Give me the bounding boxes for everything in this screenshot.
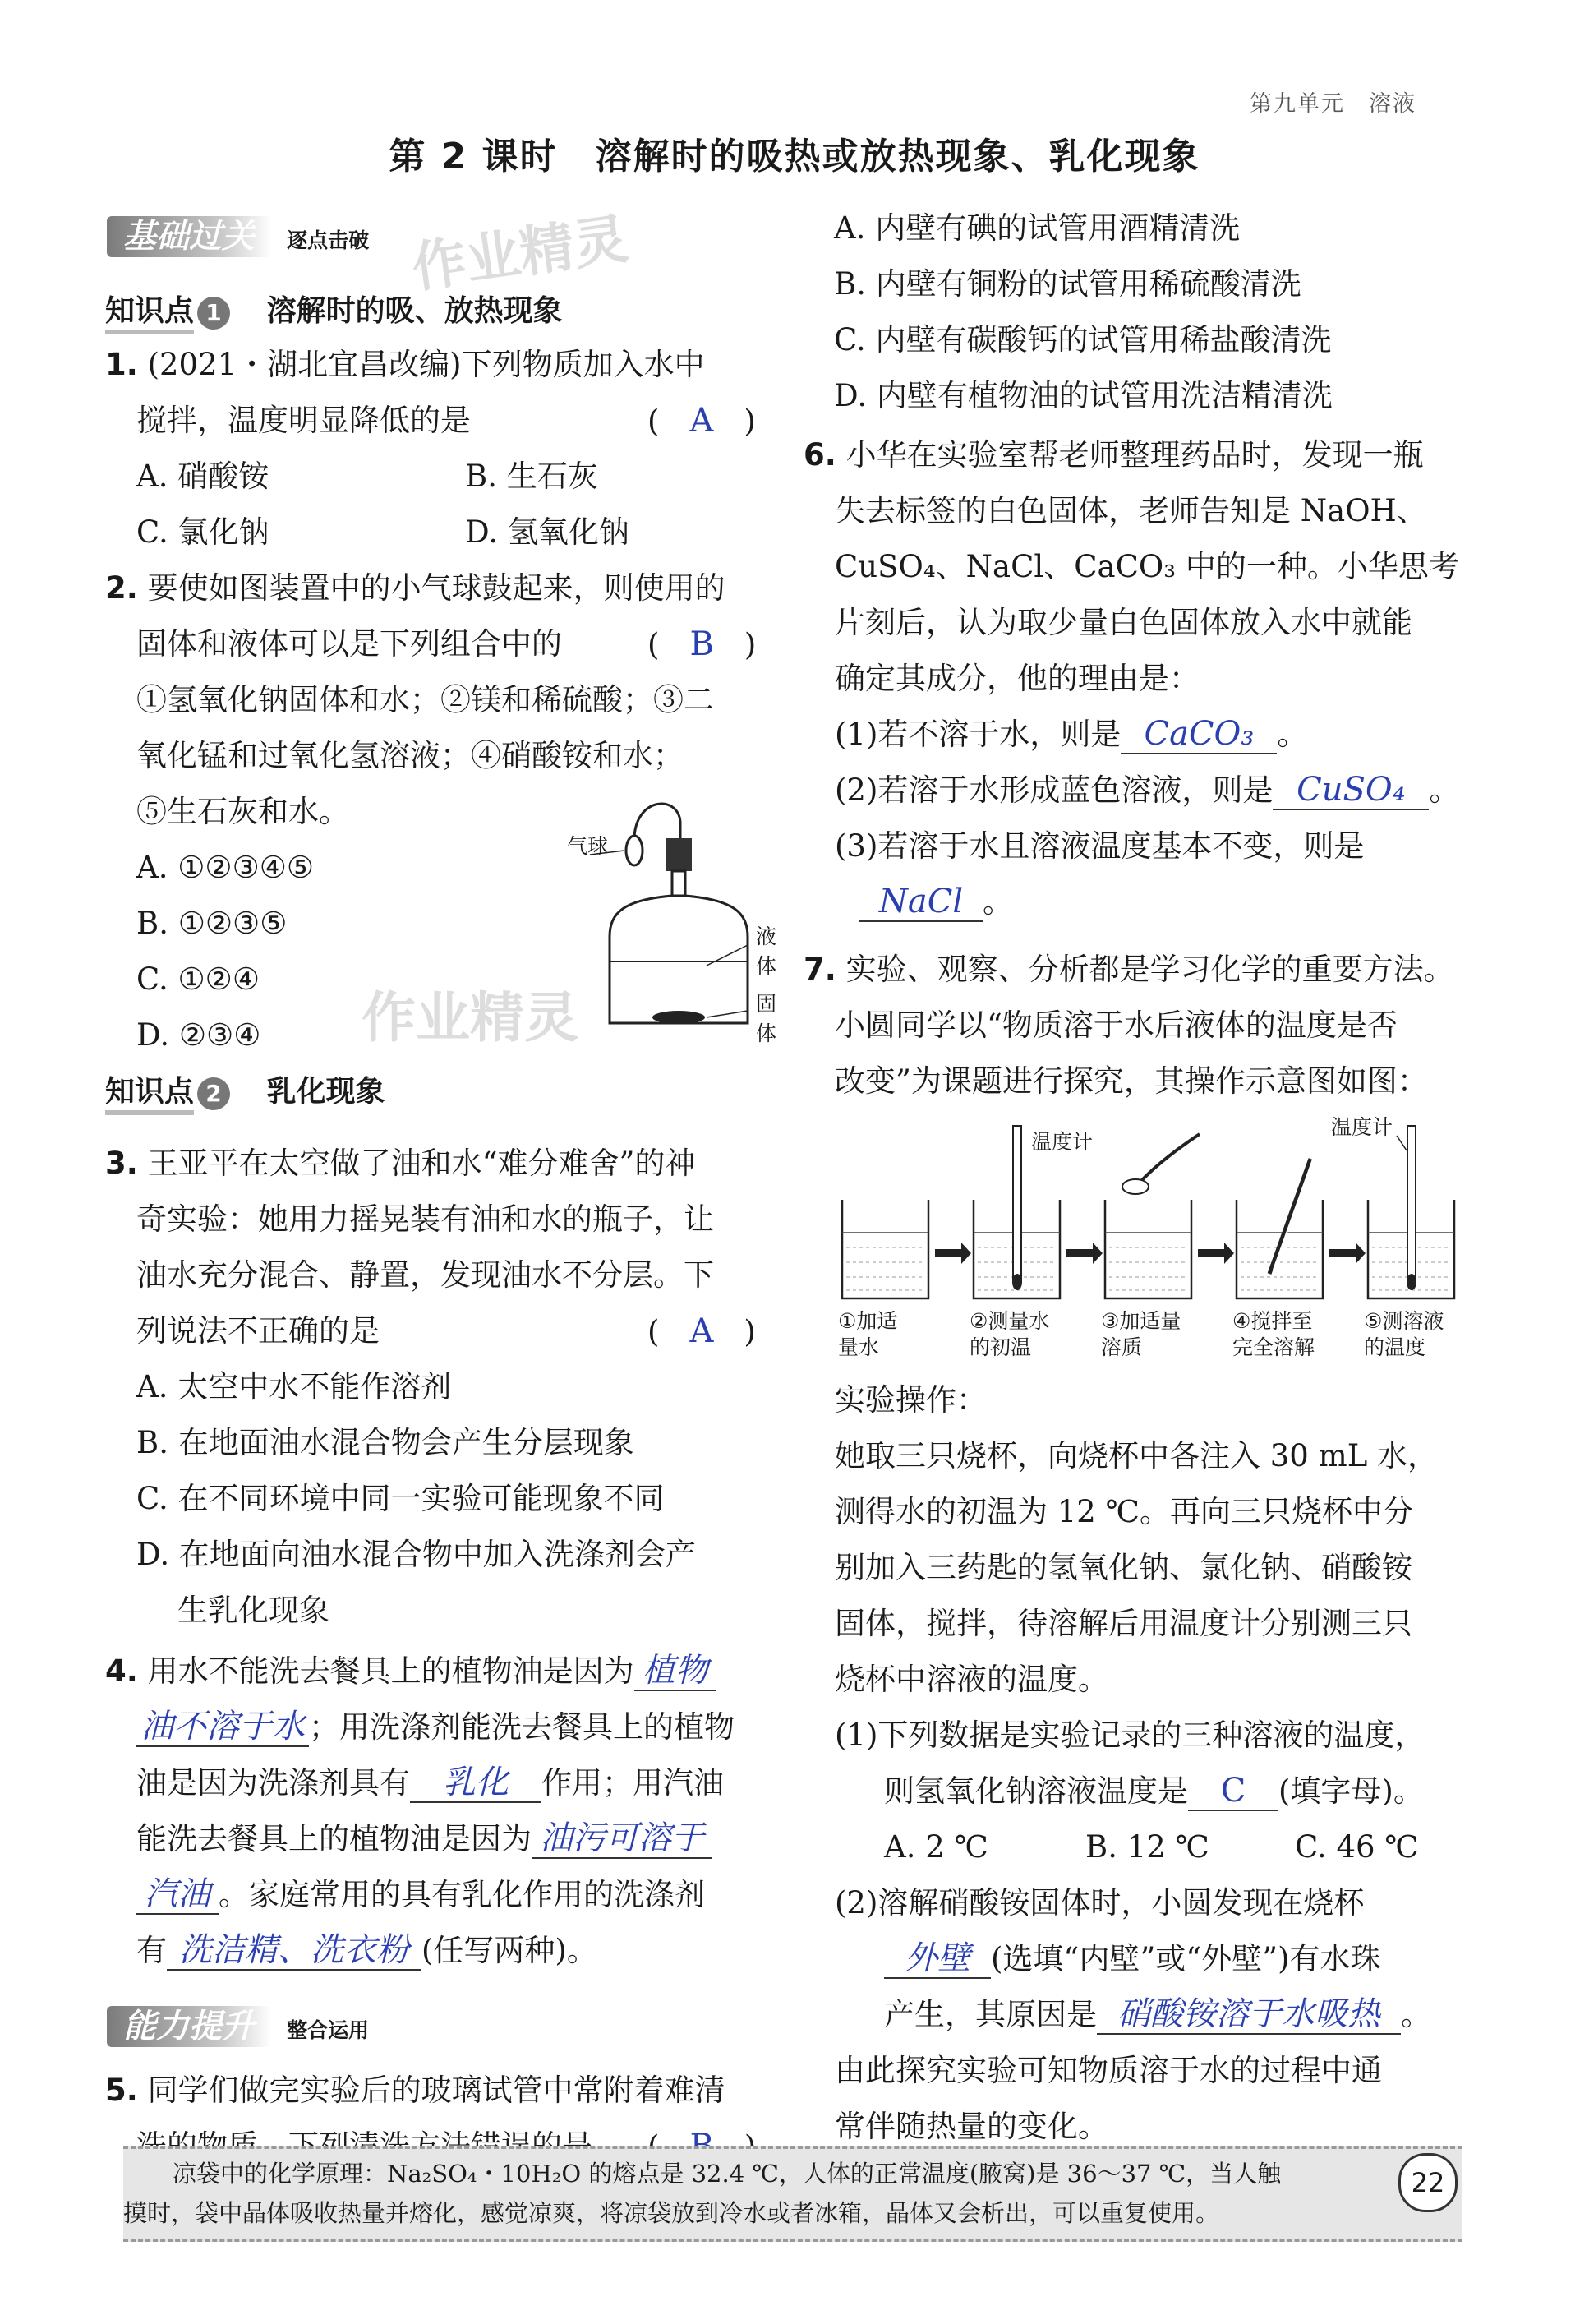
thermometer-label-1: 温度计 [1031, 1130, 1094, 1154]
question-7 [804, 942, 1477, 1109]
sub-q2: (2)溶解硝酸铵固体时，小圆发现在烧杯 [835, 1885, 1365, 1921]
q-text: 产生，其原因是 [884, 1997, 1097, 2032]
section-ability-sub: 整合运用 [287, 2018, 370, 2042]
question-5-options [834, 201, 1475, 424]
answer-blank-3: NaCl [859, 883, 983, 922]
thermometer-label-2: 温度计 [1331, 1115, 1393, 1139]
q-text: 小圆同学以“物质溶于水后液体的温度是否 [835, 1008, 1398, 1043]
option-c: C. ①②④ [136, 961, 260, 997]
answer-blank-3a: 油污可溶于 [532, 1819, 712, 1859]
section-ability-label: 能力提升 [107, 2006, 271, 2047]
flask-diagram [542, 789, 781, 1035]
page-number: 22 [1398, 2153, 1458, 2212]
answer-bracket: ( B ) [647, 625, 757, 663]
q-num: 2. [105, 570, 138, 606]
option-d-cont: 生乳化现象 [177, 1593, 329, 1628]
answer: A [689, 402, 714, 440]
question-1 [105, 337, 762, 560]
question-4 [105, 1644, 771, 1979]
sub-q1: (1)下列数据是实验记录的三种溶液的温度， [835, 1718, 1425, 1753]
footer-note [123, 2146, 1462, 2242]
option-d: D. 氢氧化钠 [465, 514, 629, 550]
q-text: 用水不能洗去餐具上的植物油是因为 [147, 1653, 634, 1689]
watermark: 作业精灵 [362, 986, 578, 1049]
q-text: 油是因为洗涤剂具有 [136, 1765, 410, 1801]
q-text: 奇实验：她用力摇晃装有油和水的瓶子，让 [136, 1201, 714, 1237]
option-c: C. 氯化钠 [136, 514, 269, 550]
option-b: B. ①②③⑤ [136, 906, 288, 941]
answer-blank-2: CuSO₄ [1273, 771, 1429, 810]
q-text: 油水充分混合、静置，发现油水不分层。下 [136, 1257, 714, 1293]
kp-number: 2 [197, 1077, 230, 1110]
q-text: (填字母)。 [1278, 1773, 1424, 1809]
q-text: 搅拌，温度明显降低的是 [136, 403, 471, 438]
q-text: 实验、观察、分析都是学习化学的重要方法。 [845, 952, 1454, 987]
q-text: 固体和液体可以是下列组合中的 [136, 626, 562, 662]
q-text: 失去标签的白色固体，老师告知是 NaOH、 [835, 493, 1427, 528]
option-d: D. 在地面向油水混合物中加入洗涤剂会产 [136, 1537, 696, 1572]
answer-blank-1: C [1188, 1772, 1278, 1811]
q-text: ；用洗涤剂能洗去餐具上的植物 [309, 1709, 735, 1745]
q-text: ①氢氧化钠固体和水；②镁和稀硫酸；③二 [136, 682, 714, 717]
page-title: 第 2 课时 溶解时的吸热或放热现象、乳化现象 [389, 136, 1200, 178]
sub-q3: (3)若溶于水且溶液温度基本不变，则是 [835, 828, 1365, 864]
q-text: 同学们做完实验后的玻璃试管中常附着难清 [147, 2073, 725, 2108]
q-text: 小华在实验室帮老师整理药品时，发现一瓶 [845, 437, 1424, 473]
flask-figure [542, 789, 781, 1045]
answer-blank-2: 外壁 [884, 1939, 991, 1979]
q-text: 确定其成分，他的理由是： [835, 661, 1200, 696]
footer-text: 摸时，袋中晶体吸收热量并熔化，感觉凉爽，将凉袋放到冷水或者冰箱，晶体又会析出，可以重复使用。 [123, 2199, 1220, 2227]
step-5-label: ⑤测溶液 的温度 [1364, 1309, 1444, 1359]
conclusion: 常伴随热量的变化。 [835, 2109, 1108, 2144]
option-c: C. 内壁有碳酸钙的试管用稀盐酸清洗 [834, 322, 1332, 357]
answer-bracket: ( A ) [647, 1312, 756, 1350]
q-text: 片刻后，认为取少量白色固体放入水中就能 [835, 605, 1412, 640]
q-text: 她取三只烧杯，向烧杯中各注入 30 mL 水， [835, 1438, 1439, 1473]
balloon-label: 气球 [567, 834, 609, 858]
q-text: 烧杯中溶液的温度。 [835, 1662, 1108, 1697]
question-7-body: 实验操作： 她取三只烧杯，向烧杯中各注入 30 mL 水， 测得水的初温为 12 ℃。再向三只烧杯中分 别加入三药匙的氢氧化钠、氯化钠、硝酸铵 固体，搅拌，待溶解后用温度计分别测三只 烧杯中溶液的温度。 (1)下列数据是实验记录的三种溶液的温度， 则氢氧化钠溶液温度是 C (填字母)。 A. 2 ℃ B. 12 ℃ C. 46 ℃ (2)溶解硝酸铵固体时，小圆发现在烧杯 外壁 (选填“内壁”或“外壁”)有水珠 产生，其原因是 硝酸铵溶于水吸热 。 由此探究实验可知物质溶于水的过程中通 常伴随热量的变化。 [835, 1372, 1484, 2155]
footer-text: 凉袋中的化学原理：Na₂SO₄・10H₂O 的熔点是 32.4 ℃，人体的正常温度(腋窝)是 36～37 ℃，当人触 [173, 2160, 1282, 2188]
kp-number: 1 [197, 297, 230, 330]
section-basic-sub: 逐点击破 [287, 228, 370, 252]
kp-label: 知识点 [105, 294, 194, 334]
question-3 [105, 1136, 762, 1639]
option-d: D. 内壁有植物油的试管用洗洁精清洗 [834, 378, 1333, 413]
q-text: (选填“内壁”或“外壁”)有水珠 [991, 1941, 1381, 1976]
kp-label: 知识点 [105, 1075, 194, 1115]
unit-header: 第九单元 溶液 [1250, 91, 1416, 117]
q-text: 王亚平在太空做了油和水“难分难舍”的神 [147, 1146, 696, 1181]
q-num: 6. [804, 437, 836, 473]
answer-blank-2: 乳化 [410, 1764, 541, 1803]
option-c: C. 在不同环境中同一实验可能现象不同 [136, 1481, 665, 1516]
watermark: 作业精灵 [408, 206, 632, 300]
operation-heading: 实验操作： [835, 1382, 987, 1418]
option-a: A. 内壁有碘的试管用酒精清洗 [834, 210, 1241, 246]
option-a: A. 2 ℃ [884, 1829, 988, 1865]
section-basic [107, 215, 369, 258]
answer-blank-4: 洗洁精、洗衣粉 [167, 1931, 421, 1971]
q-num: 1. [105, 347, 138, 382]
conclusion: 由此探究实验可知物质溶于水的过程中通 [835, 2053, 1382, 2088]
option-b: B. 生石灰 [465, 459, 598, 494]
liquid-label: 液体 [756, 925, 777, 978]
q-num: 3. [105, 1146, 138, 1181]
q-text: 则氢氧化钠溶液温度是 [884, 1773, 1188, 1809]
q-text: 有 [136, 1933, 167, 1968]
kp-title: 溶解时的吸、放热现象 [266, 294, 563, 328]
option-d: D. ②③④ [136, 1017, 261, 1053]
q-text: 能洗去餐具上的植物油是因为 [136, 1821, 532, 1856]
section-basic-label: 基础过关 [107, 216, 271, 257]
q-text: 要使如图装置中的小气球鼓起来，则使用的 [147, 570, 725, 606]
answer-blank-3: 硝酸铵溶于水吸热 [1097, 1995, 1401, 2035]
answer: A [689, 1312, 714, 1350]
kp-title: 乳化现象 [266, 1075, 385, 1109]
option-a: A. ①②③④⑤ [136, 850, 315, 885]
option-a: A. 硝酸铵 [136, 459, 269, 494]
solid-label: 固体 [756, 992, 777, 1045]
option-c: C. 46 ℃ [1295, 1829, 1419, 1865]
q-num: 4. [105, 1653, 138, 1689]
question-6: 6. 小华在实验室帮老师整理药品时，发现一瓶 失去标签的白色固体，老师告知是 NaOH、 CuSO₄、NaCl、CaCO₃ 中的一种。小华思考 片刻后，认为取少量白色固体放入水中就能 确定其成分，他的理由是： (1)若不溶于水，则是 CaCO₃ 。 (2)若溶于水形成蓝色溶液，则是 CuSO₄ 。 (3)若溶于水且溶液温度基本不变，则是 NaCl 。 [804, 427, 1477, 930]
q-text: 作用；用汽油 [541, 1765, 724, 1801]
q-text: (任写两种)。 [421, 1933, 597, 1968]
q-text: 列说法不正确的是 [136, 1313, 380, 1349]
section-ability [107, 2005, 369, 2048]
q-text: 改变”为课题进行探究，其操作示意图如图： [835, 1063, 1428, 1099]
answer-bracket: ( A ) [647, 402, 756, 440]
sub-q2: (2)若溶于水形成蓝色溶液，则是 [835, 772, 1274, 808]
q-num: 7. [804, 952, 836, 987]
option-b: B. 在地面油水混合物会产生分层现象 [136, 1425, 634, 1460]
answer: B [689, 625, 714, 663]
q-text: 固体，搅拌，待溶解后用温度计分别测三只 [835, 1606, 1412, 1641]
q-text: 测得水的初温为 12 ℃。再向三只烧杯中分 [835, 1494, 1413, 1529]
knowledge-point-1 [105, 288, 563, 330]
q-text: 别加入三药匙的氢氧化钠、氯化钠、硝酸铵 [835, 1550, 1412, 1585]
q-text: 氧化锰和过氧化氢溶液；④硝酸铵和水； [136, 738, 684, 773]
step-3-label: ③加适量 溶质 [1101, 1309, 1181, 1359]
step-4-label: ④搅拌至 完全溶解 [1232, 1309, 1315, 1359]
q-text: 。家庭常用的具有乳化作用的洗涤剂 [219, 1877, 705, 1912]
beaker-figure [830, 1115, 1479, 1364]
answer-blank-3b: 汽油 [136, 1875, 219, 1915]
option-a: A. 太空中水不能作溶剂 [136, 1369, 452, 1404]
sub-q1: (1)若不溶于水，则是 [835, 717, 1122, 752]
knowledge-point-2 [105, 1068, 385, 1110]
q-text: ⑤生石灰和水。 [136, 794, 349, 829]
q-text: (2021・湖北宜昌改编)下列物质加入水中 [147, 347, 705, 382]
step-2-label: ②测量水 的初温 [970, 1309, 1050, 1359]
option-b: B. 12 ℃ [1085, 1829, 1209, 1865]
q-num: 5. [105, 2073, 138, 2108]
answer-blank-1: CaCO₃ [1121, 715, 1277, 754]
answer-blank-1b: 油不溶于水 [136, 1708, 309, 1747]
q-text: CuSO₄、NaCl、CaCO₃ 中的一种。小华思考 [835, 549, 1459, 584]
step-1-label: ①加适 量水 [838, 1309, 898, 1359]
option-b: B. 内壁有铜粉的试管用稀硫酸清洗 [834, 266, 1301, 302]
answer-blank-1a: 植物 [634, 1652, 716, 1691]
